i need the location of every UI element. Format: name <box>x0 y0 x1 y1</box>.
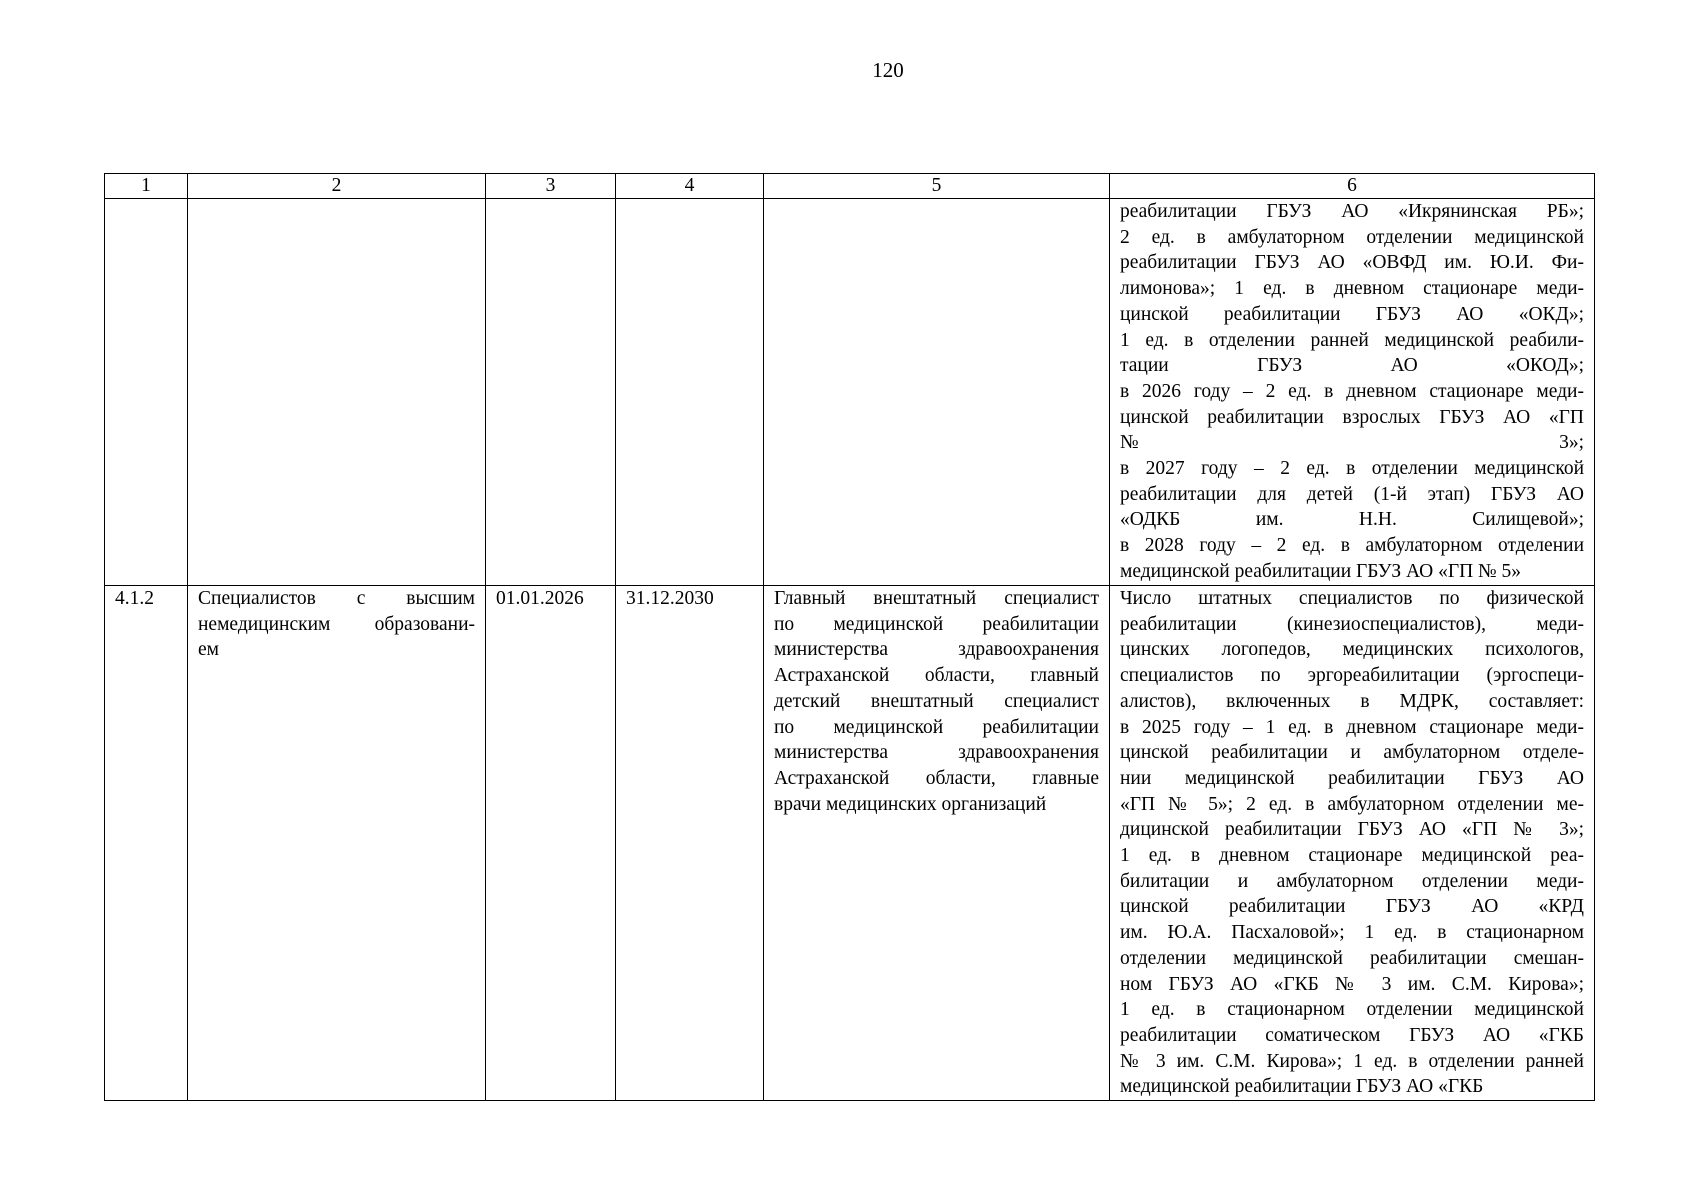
cell-text-line: ем <box>198 639 219 661</box>
row2-responsible <box>764 586 1110 1101</box>
row1-col5 <box>764 199 1110 586</box>
row2-number <box>105 586 188 1101</box>
cell-text-line: тации ГБУЗ АО «ОКОД»; <box>1120 355 1584 377</box>
cell-text-line: реабилитации для детей (1-й этап) ГБУЗ АО <box>1120 483 1584 505</box>
header-col-4: 4 <box>616 174 764 199</box>
cell-text-line: алистов), включенных в МДРК, составляет: <box>1120 690 1584 712</box>
cell-text-line: медицинской реабилитации ГБУЗ АО «ГКБ <box>1120 1076 1484 1098</box>
cell-text-line: 1 ед. в стационарном отделении медицинской <box>1120 999 1584 1021</box>
cell-text-line: цинской реабилитации взрослых ГБУЗ АО «ГП <box>1120 406 1584 428</box>
end-date-text: 31.12.2030 <box>626 588 714 609</box>
cell-text-line: немедицинским образовани- <box>198 613 475 635</box>
cell-text-line: Главный внештатный специалист <box>774 588 1099 609</box>
cell-text-line: Астраханской области, главный <box>774 665 1099 687</box>
cell-text-line: отделении медицинской реабилитации смешан- <box>1120 947 1584 969</box>
row1-col1 <box>105 199 188 586</box>
cell-text-line: реабилитации (кинезиоспециалистов), меди- <box>1120 613 1584 635</box>
cell-text-line: «ОДКБ им. Н.Н. Силищевой»; <box>1120 509 1584 531</box>
header-col-5: 5 <box>764 174 1110 199</box>
cell-text-line: № 3»; <box>1120 432 1584 454</box>
row1-col4 <box>616 199 764 586</box>
cell-text-line: детский внештатный специалист <box>774 690 1099 712</box>
row2-end-date <box>616 586 764 1101</box>
cell-text-line: 1 ед. в отделении ранней медицинской реабили- <box>1120 329 1584 351</box>
cell-text-line: № 3 им. С.М. Кирова»; 1 ед. в отделении ранней <box>1120 1050 1584 1072</box>
cell-text-line: в 2027 году – 2 ед. в отделении медицинской <box>1120 458 1584 480</box>
row2-result <box>1110 586 1595 1101</box>
table-row <box>105 586 1595 1101</box>
header-col-2: 2 <box>188 174 486 199</box>
cell-text-line: ном ГБУЗ АО «ГКБ № 3 им. С.М. Кирова»; <box>1120 973 1584 995</box>
header-col-6: 6 <box>1110 174 1595 199</box>
row1-col2 <box>188 199 486 586</box>
start-date-text: 01.01.2026 <box>496 588 584 609</box>
cell-text-line: Число штатных специалистов по физической <box>1120 588 1584 609</box>
cell-text-line: цинской реабилитации ГБУЗ АО «ОКД»; <box>1120 303 1584 325</box>
cell-text-line: дицинской реабилитации ГБУЗ АО «ГП № 3»; <box>1120 819 1584 841</box>
cell-text-line: по медицинской реабилитации <box>774 613 1099 635</box>
cell-text-line: Специалистов с высшим <box>198 588 475 609</box>
cell-text-line: 1 ед. в дневном стационаре медицинской реа- <box>1120 845 1584 867</box>
row-number-text: 4.1.2 <box>115 588 154 609</box>
cell-text-line: цинской реабилитации и амбулаторном отделе- <box>1120 742 1584 764</box>
cell-text-line: цинской реабилитации ГБУЗ АО «КРД <box>1120 896 1584 918</box>
cell-text-line: цинских логопедов, медицинских психологов, <box>1120 639 1584 661</box>
cell-text-line: им. Ю.А. Пасхаловой»; 1 ед. в стационарном <box>1120 922 1584 944</box>
cell-text-line: реабилитации ГБУЗ АО «ОВФД им. Ю.И. Фи- <box>1120 252 1584 274</box>
cell-text-line: реабилитации соматическом ГБУЗ АО «ГКБ <box>1120 1024 1584 1046</box>
header-col-1: 1 <box>105 174 188 199</box>
header-col-3: 3 <box>486 174 616 199</box>
cell-text-line: Астраханской области, главные <box>774 767 1099 789</box>
table-header-row <box>105 174 1595 199</box>
row1-col3 <box>486 199 616 586</box>
cell-text-line: по медицинской реабилитации <box>774 716 1099 738</box>
cell-text-line: реабилитации ГБУЗ АО «Икрянинская РБ»; <box>1120 201 1584 222</box>
row2-name <box>188 586 486 1101</box>
cell-text-line: медицинской реабилитации ГБУЗ АО «ГП № 5» <box>1120 560 1522 582</box>
table-row <box>105 199 1595 586</box>
cell-text-line: нии медицинской реабилитации ГБУЗ АО <box>1120 767 1584 789</box>
cell-text-line: врачи медицинских организаций <box>774 793 1047 815</box>
document-table <box>104 173 1595 1101</box>
cell-text-line: лимонова»; 1 ед. в дневном стационаре меди- <box>1120 278 1584 300</box>
cell-text-line: билитации и амбулаторном отделении меди- <box>1120 870 1584 892</box>
page-number: 120 <box>872 58 904 82</box>
cell-text-line: министерства здравоохранения <box>774 742 1099 764</box>
cell-text-line: министерства здравоохранения <box>774 639 1099 661</box>
cell-text-line: в 2025 году – 1 ед. в дневном стационаре меди- <box>1120 716 1584 738</box>
cell-text-line: специалистов по эргореабилитации (эргоспеци- <box>1120 665 1584 687</box>
cell-text-line: в 2026 году – 2 ед. в дневном стационаре меди- <box>1120 380 1584 402</box>
cell-text-line: в 2028 году – 2 ед. в амбулаторном отделении <box>1120 535 1584 557</box>
cell-text-line: «ГП № 5»; 2 ед. в амбулаторном отделении ме- <box>1120 793 1584 815</box>
cell-text-line: 2 ед. в амбулаторном отделении медицинской <box>1120 226 1584 248</box>
row2-start-date <box>486 586 616 1101</box>
row1-col6 <box>1110 199 1595 586</box>
